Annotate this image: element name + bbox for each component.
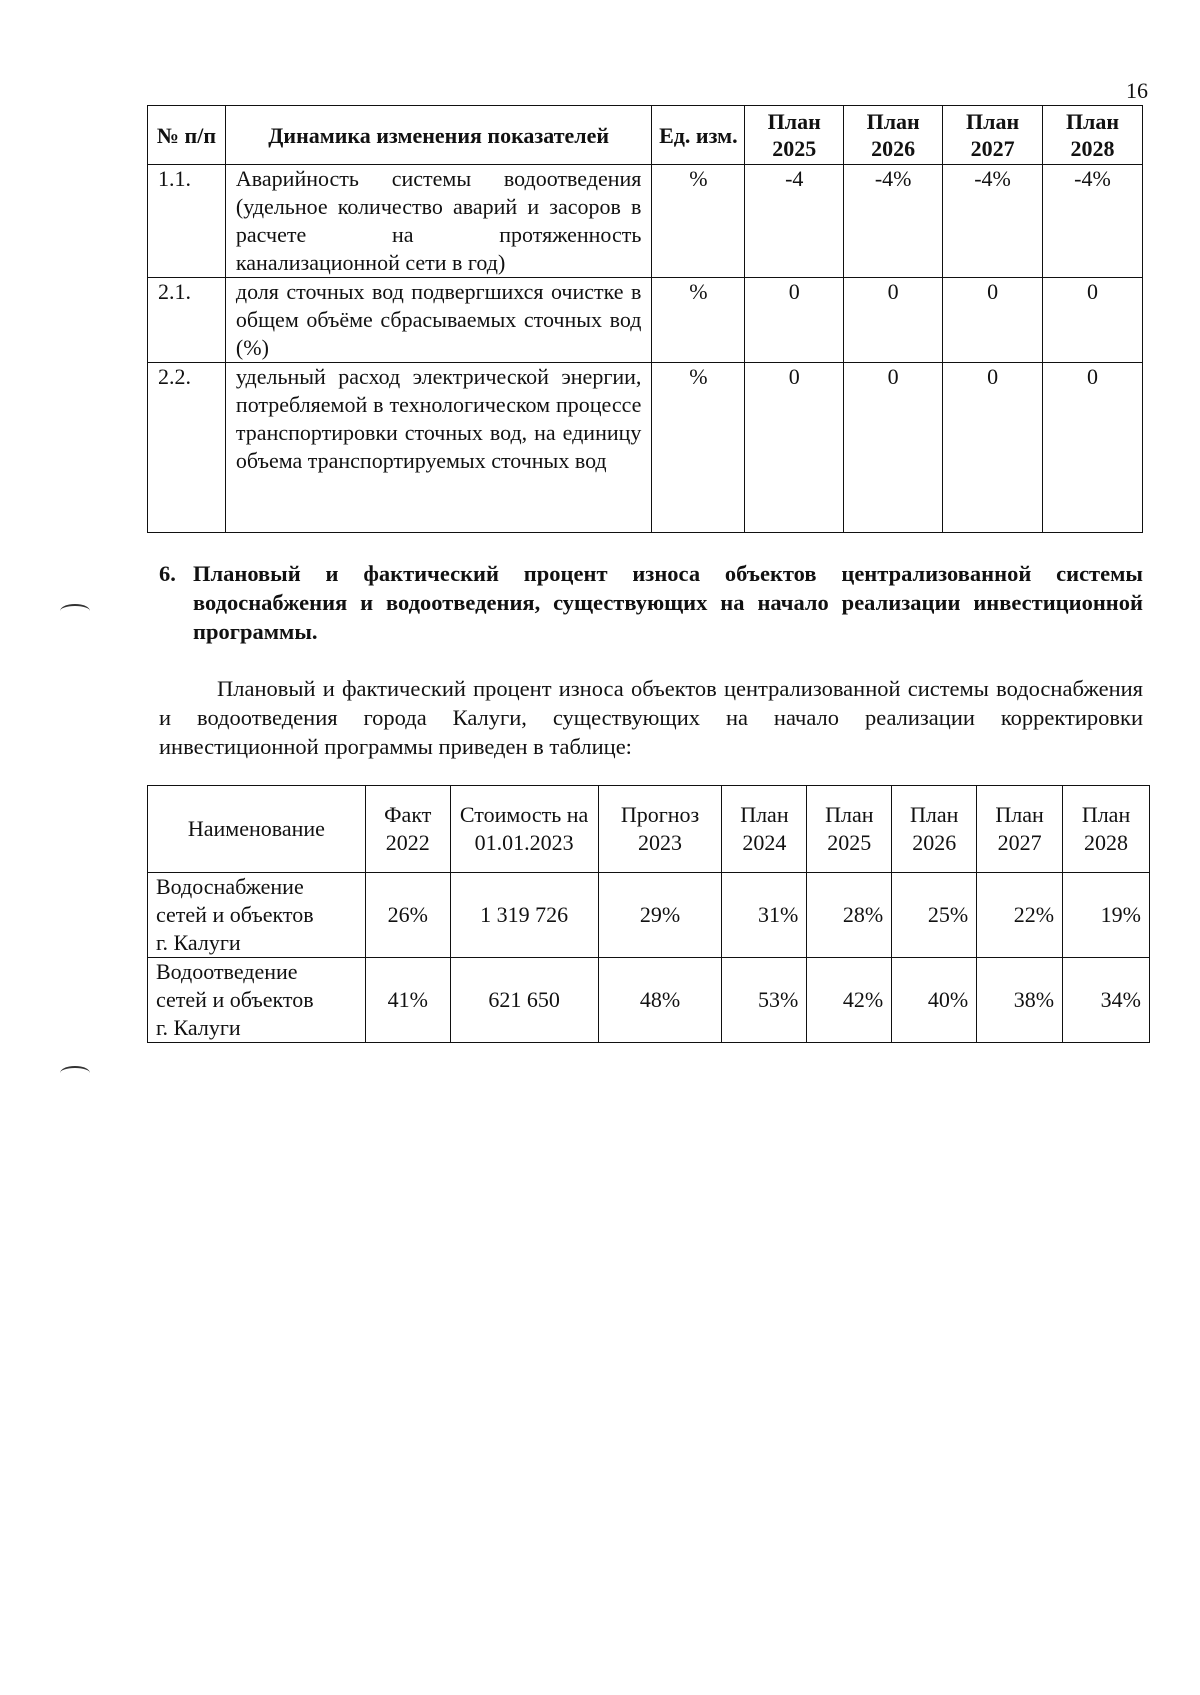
row-desc: доля сточных вод подвергшихся очистке в общем объёме сбрасываемых сточных вод (%) [225,278,651,363]
header-cost: Стоимость на 01.01.2023 [450,786,598,873]
row-plan-2028: 19% [1063,873,1150,958]
row-unit: % [652,363,745,533]
scan-mark [60,1066,90,1080]
row-plan-2026: -4% [844,165,943,278]
header-plan-2027: План 2027 [977,786,1063,873]
body-paragraph: Плановый и фактический процент износа объектов централизованной системы водоснабжения и водоотведения города Калуги, существующих на начало реализации корректировки инвестиционной программы приведен в таблице: [159,676,1143,759]
row-plan-2028: 34% [1063,958,1150,1043]
indicators-table [147,105,1143,533]
section-title: Плановый и фактический процент износа объектов централизованной системы водоснабжения и водоотведения, существующих на начало реализации инвестиционной программы. [193,561,1143,644]
header-name: Наименование [148,786,366,873]
name-line: Водоснабжение [156,874,304,899]
row-cost: 621 650 [450,958,598,1043]
row-plan-2027: 38% [977,958,1063,1043]
row-num: 2.1. [148,278,226,363]
row-plan-2026: 0 [844,278,943,363]
row-plan-2026: 0 [844,363,943,533]
table-row [148,958,1150,1043]
row-plan-2027: 0 [943,363,1043,533]
row-plan-2024: 53% [722,958,807,1043]
row-plan-2026: 25% [892,873,977,958]
row-fact-2022: 26% [365,873,450,958]
header-plan-2024: План 2024 [722,786,807,873]
row-plan-2027: 0 [943,278,1043,363]
row-plan-2027: 22% [977,873,1063,958]
row-desc: удельный расход электрической энергии, потребляемой в технологическом процессе транспортировки сточных вод, на единицу объема транспортируемых сточных вод [225,363,651,533]
header-indicator: Динамика изменения показателей [225,106,651,165]
header-fact-2022: Факт 2022 [365,786,450,873]
row-desc: Аварийность системы водоотведения (удельное количество аварий и засоров в расчете на протяженность канализационной сети в год) [225,165,651,278]
wear-percentage-table [147,785,1150,1043]
row-plan-2028: 0 [1043,278,1143,363]
name-line: сетей и объектов [156,987,314,1012]
table-header-row [148,106,1143,165]
page-number: 16 [1126,78,1148,103]
row-cost: 1 319 726 [450,873,598,958]
table-row [148,165,1143,278]
header-plan-2028: План 2028 [1043,106,1143,165]
row-unit: % [652,165,745,278]
name-line: сетей и объектов [156,902,314,927]
header-num: № п/п [148,106,226,165]
name-line: г. Калуги [156,1015,241,1040]
row-plan-2025: -4 [745,165,844,278]
row-plan-2027: -4% [943,165,1043,278]
row-plan-2024: 31% [722,873,807,958]
row-fact-2022: 41% [365,958,450,1043]
row-plan-2026: 40% [892,958,977,1043]
row-plan-2025: 0 [745,363,844,533]
row-plan-2025: 0 [745,278,844,363]
row-plan-2028: 0 [1043,363,1143,533]
row-num: 1.1. [148,165,226,278]
scan-mark [60,604,90,618]
header-forecast-2023: Прогноз 2023 [598,786,722,873]
table-header-row [148,786,1150,873]
section-heading [159,559,1143,646]
header-plan-2026: План 2026 [844,106,943,165]
row-forecast-2023: 29% [598,873,722,958]
header-plan-2028: План 2028 [1063,786,1150,873]
table-row [148,278,1143,363]
row-unit: % [652,278,745,363]
table-row [148,363,1143,533]
row-plan-2025: 28% [807,873,892,958]
name-line: Водоотведение [156,959,298,984]
row-plan-2028: -4% [1043,165,1143,278]
row-forecast-2023: 48% [598,958,722,1043]
table-row [148,873,1150,958]
name-line: г. Калуги [156,930,241,955]
header-plan-2025: План 2025 [745,106,844,165]
header-plan-2027: План 2027 [943,106,1043,165]
header-plan-2026: План 2026 [892,786,977,873]
section-number: 6. [159,561,176,586]
header-unit: Ед. изм. [652,106,745,165]
row-plan-2025: 42% [807,958,892,1043]
header-plan-2025: План 2025 [807,786,892,873]
row-num: 2.2. [148,363,226,533]
row-name [148,873,366,958]
row-name [148,958,366,1043]
